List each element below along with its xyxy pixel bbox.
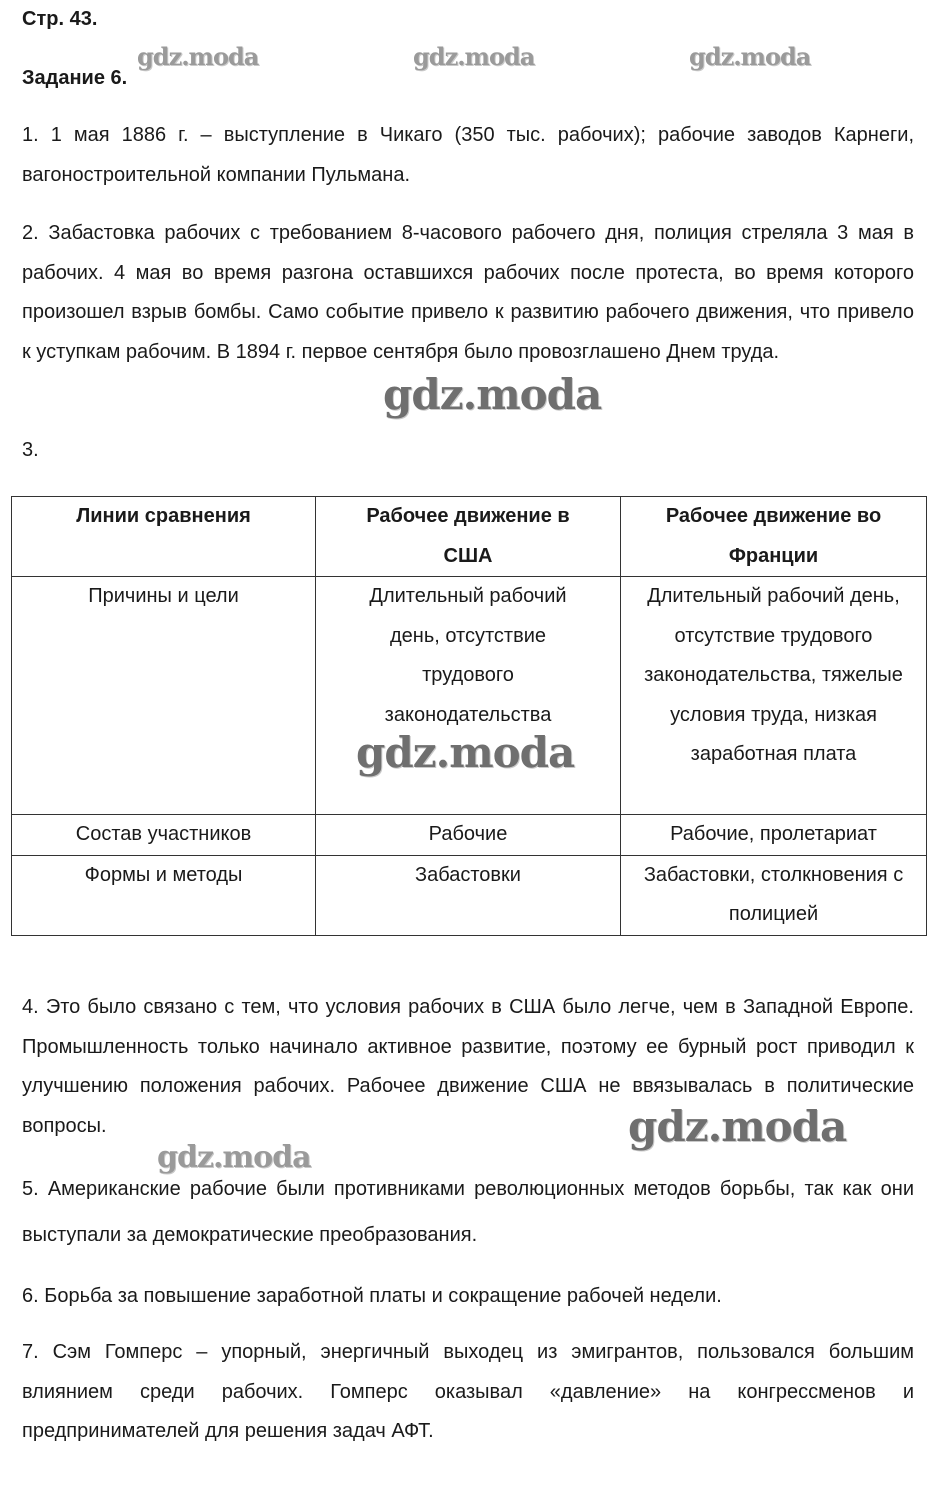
- table-cell: Длительный рабочий день, отсутствие трудового законодательства, тяжелые условия труда, низкая заработная плата: [621, 577, 927, 815]
- table-cell: Формы и методы: [12, 855, 316, 935]
- table-cell: Рабочие: [316, 815, 621, 856]
- table-header-cell: Линии сравнения: [12, 497, 316, 577]
- answer-6: 6. Борьба за повышение заработной платы и сокращение рабочей недели.: [22, 1285, 722, 1307]
- answer-7: 7. Сэм Гомперс – упорный, энергичный выходец из эмигрантов, пользовался большим влиянием среди рабочих. Гомперс оказывал «давление» на конгрессменов и предпринимателей для решения задач АФТ.: [22, 1341, 914, 1442]
- table-row: [12, 855, 927, 935]
- watermark-logo: gdz.moda: [689, 42, 811, 71]
- page-reference: Стр. 43.: [22, 8, 98, 30]
- watermark-logo: gdz.moda: [628, 1102, 847, 1151]
- answer-4: 4. Это было связано с тем, что условия рабочих в США было легче, чем в Западной Европе. Промышленность только начинало активное развитие, поэтому ее бурный рост приводил к улучшению положения рабочих. Рабочее движение США не ввязывалась в политические вопросы.: [22, 996, 914, 1137]
- table-cell: Рабочие, пролетариат: [621, 815, 927, 856]
- table-cell: Длительный рабочий день, отсутствие трудового законодательства: [316, 577, 621, 815]
- table-header-row: [12, 497, 927, 577]
- watermark-logo: gdz.moda: [413, 42, 535, 71]
- table-row: [12, 815, 927, 856]
- watermark-logo: gdz.moda: [383, 370, 602, 419]
- answer-3-label: 3.: [22, 439, 39, 461]
- table-cell: Причины и цели: [12, 577, 316, 815]
- table-header-cell: Рабочее движение во Франции: [621, 497, 927, 577]
- comparison-table: [11, 496, 927, 936]
- task-title: Задание 6.: [22, 67, 128, 89]
- answer-2: 2. Забастовка рабочих с требованием 8-часового рабочего дня, полиция стреляла 3 мая в рабочих. 4 мая во время разгона оставшихся рабочих после протеста, во время которого произошел взрыв бомбы. Само событие привело к развитию рабочего движения, что привело к уступкам рабочим. В 1894 г. первое сентября было провозглашено Днем труда.: [22, 222, 914, 363]
- answer-5: 5. Американские рабочие были противниками революционных методов борьбы, так как они выступали за демократические преобразования.: [22, 1178, 914, 1246]
- table-cell: Состав участников: [12, 815, 316, 856]
- table-header-cell: Рабочее движение в США: [316, 497, 621, 577]
- watermark-logo: gdz.moda: [137, 42, 259, 71]
- watermark-logo: gdz.moda: [356, 728, 575, 777]
- table-row: [12, 577, 927, 815]
- table-cell: Забастовки: [316, 855, 621, 935]
- watermark-logo: gdz.moda: [157, 1140, 311, 1175]
- answer-1: 1. 1 мая 1886 г. – выступление в Чикаго (350 тыс. рабочих); рабочие заводов Карнеги, вагоностроительной компании Пульмана.: [22, 124, 914, 186]
- table-cell: Забастовки, столкновения с полицией: [621, 855, 927, 935]
